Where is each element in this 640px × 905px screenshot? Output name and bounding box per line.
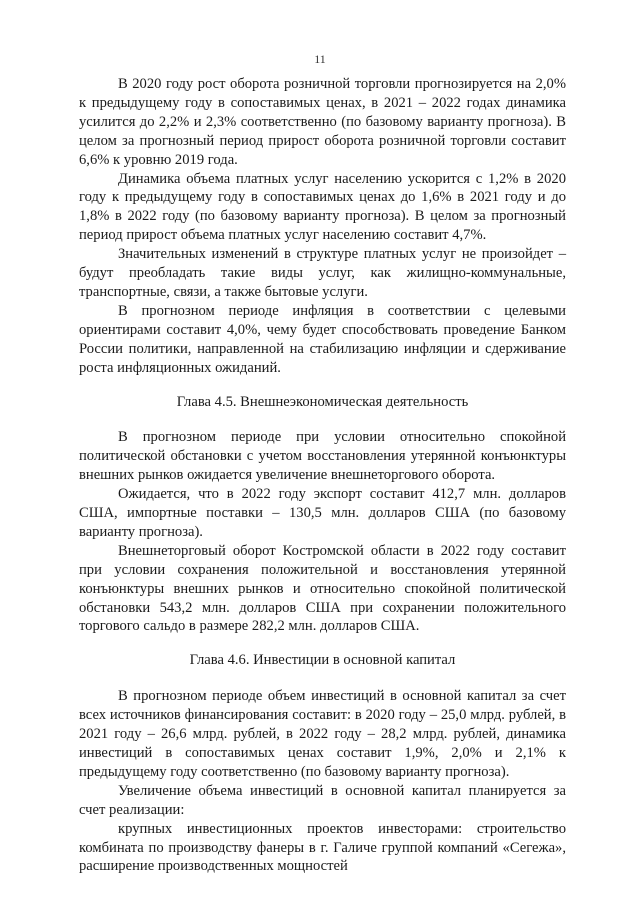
heading-foreign-trade: Глава 4.5. Внешнеэкономическая деятельность xyxy=(176,393,469,410)
paragraph-trade-turnover-outlook: В прогнозном периоде при условии относительно спокойной политической обстановки с учетом восстановления утерянной конъюнктуры внешних рынков ожидается увеличение внешнеторгового оборота. xyxy=(79,429,566,484)
paragraph-services-structure: Значительных изменений в структуре платных услуг не произойдет – будут преобладать такие виды услуг, как жилищно-коммунальные, транспортные, связи, а также бытовые услуги. xyxy=(79,246,566,300)
paragraph-investment-volume: В прогнозном периоде объем инвестиций в основной капитал за счет всех источников финансирования составит: в 2020 году – 25,0 млрд. рублей, в 2021 году – 26,6 млрд. рублей, в 2022 году – 28,2 млрд. рублей, динамика инвестиций в сопоставимых ценах составит 1,9%, 2,0% и 2,1% к предыдущему году соответственно (по базовому варианту прогноза). xyxy=(79,688,566,780)
paragraph-retail-trade: В 2020 году рост оборота розничной торговли прогнозируется на 2,0% к предыдущему году в сопоставимых ценах, в 2021 – 2022 годах динамика усилится до 2,2% и 2,3% соответственно (по базовому варианту прогноза). В целом за прогнозный период прирост оборота розничной торговли составит 6,6% к уровню 2019 года. xyxy=(79,76,566,168)
paragraph-export-import: Ожидается, что в 2022 году экспорт составит 412,7 млн. долларов США, импортные поставки – 130,5 млн. долларов США (по базовому варианту прогноза). xyxy=(79,486,566,540)
paragraph-paid-services: Динамика объема платных услуг населению ускорится с 1,2% в 2020 году к предыдущему году в сопоставимых ценах до 1,6% в 2021 году и до 1,8% в 2022 году (по базовому варианту прогноза). В целом за прогнозный период прирост объема платных услуг населению составит 4,7%. xyxy=(79,170,566,244)
page-body xyxy=(79,75,566,876)
page-number: 11 xyxy=(314,52,326,66)
heading-investments: Глава 4.6. Инвестиции в основной капитал xyxy=(189,652,456,669)
paragraph-investment-increase: Увеличение объема инвестиций в основной капитал планируется за счет реализации: xyxy=(79,782,566,818)
paragraph-investment-projects: крупных инвестиционных проектов инвесторами: строительство комбината по производству фанеры в г. Галиче группой компаний «Сегежа», расширение производственных мощностей xyxy=(79,820,566,875)
paragraph-trade-balance: Внешнеторговый оборот Костромской области в 2022 году составит при условии сохранения положительной и восстановления утерянной конъюнктуры внешних рынков и относительно спокойной политической обстановки 543,2 млн. долларов США при сохранении положительного торгового сальдо в размере 282,2 млн. долларов США. xyxy=(79,542,566,635)
paragraph-inflation: В прогнозном периоде инфляция в соответствии с целевыми ориентирами составит 4,0%, чему будет способствовать проведение Банком России политики, направленной на стабилизацию инфляции и сдерживание роста инфляционных ожиданий. xyxy=(79,302,566,376)
